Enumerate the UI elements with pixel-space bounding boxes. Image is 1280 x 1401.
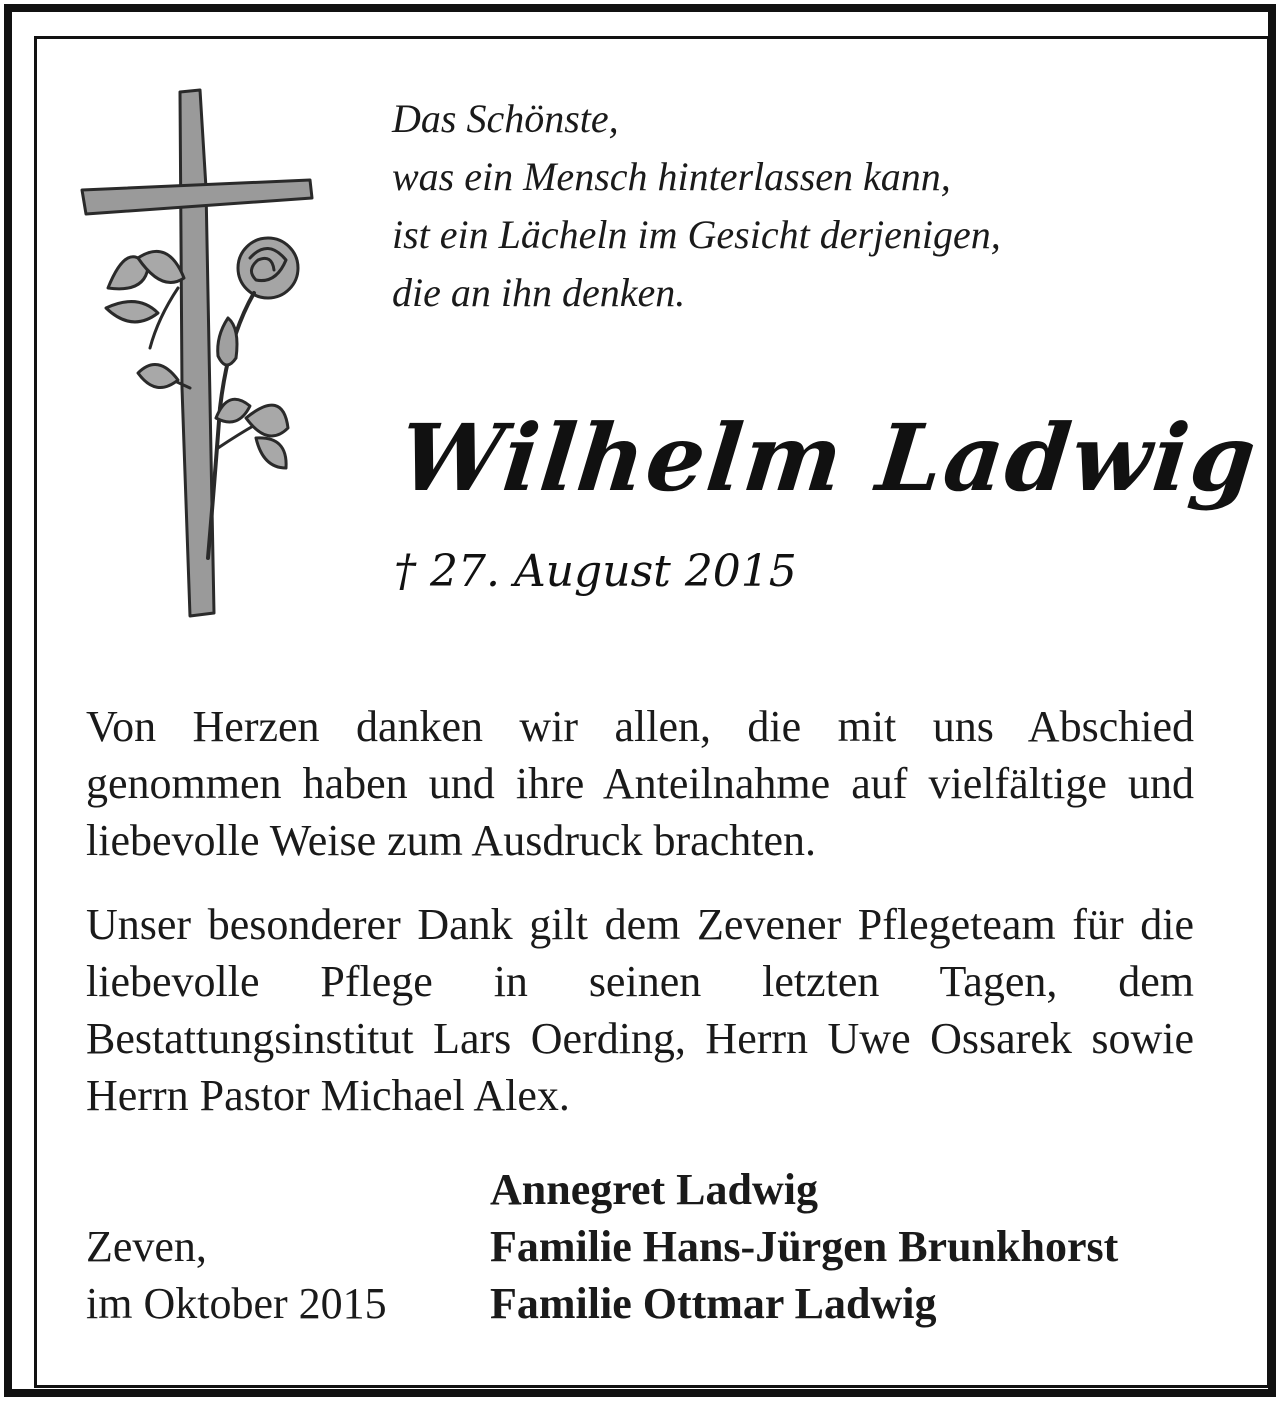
place-and-date xyxy=(86,1218,387,1332)
special-thanks-paragraph: Unser besonderer Dank gilt dem Zevener Pflegeteam für die liebevolle Pflege in seinen letzten Tagen, dem Bestattungsinstitut Lars Oerding, Herrn Uwe Ossarek sowie Herrn Pastor Michael Alex. xyxy=(86,900,1194,1120)
place: Zeven, xyxy=(86,1222,207,1271)
death-date: † 27. August 2015 xyxy=(394,546,797,597)
poem-line: was ein Mensch hinterlassen kann, xyxy=(392,154,951,199)
deceased-name: Wilhelm Ladwig xyxy=(394,404,1263,512)
poem-line: Das Schönste, xyxy=(392,96,619,141)
signer: Familie Ottmar Ladwig xyxy=(490,1279,937,1328)
date: im Oktober 2015 xyxy=(86,1279,387,1328)
signers xyxy=(490,1161,1118,1332)
thanks-paragraph: Von Herzen danken wir allen, die mit uns Abschied genommen haben und ihre Anteilnahme auf vielfältige und liebevolle Weise zum Ausdruck brachten. xyxy=(86,702,1194,865)
signer: Annegret Ladwig xyxy=(490,1165,818,1214)
signer: Familie Hans-Jürgen Brunkhorst xyxy=(490,1222,1119,1271)
poem xyxy=(392,90,1192,322)
cross-with-rose-icon xyxy=(78,88,318,623)
poem-line: die an ihn denken. xyxy=(392,270,686,315)
poem-line: ist ein Lächeln im Gesicht derjenigen, xyxy=(392,212,1001,257)
